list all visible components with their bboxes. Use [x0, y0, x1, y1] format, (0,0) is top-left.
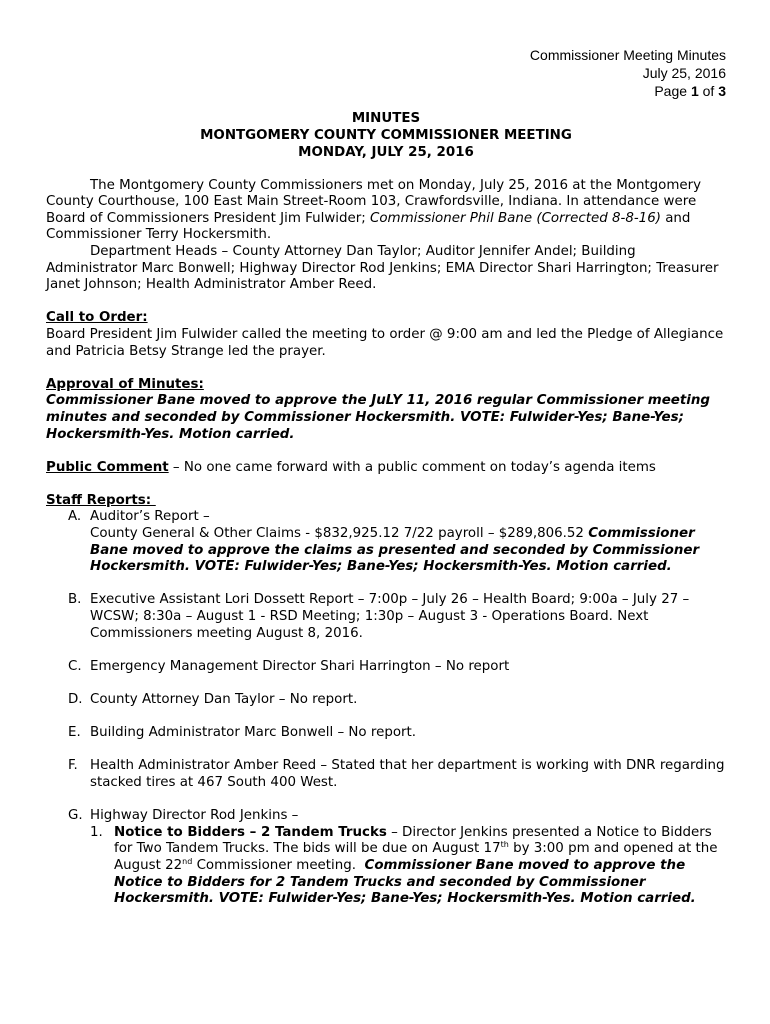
list-marker: F. [68, 758, 78, 774]
report-building-administrator: E. Building Administrator Marc Bonwell – No report. [68, 725, 417, 741]
report-executive-assistant: B. Executive Assistant Lori Dossett Report – 7:00p – July 26 – Health Board; 9:00a – July 27 – WCSW; 8:30a – August 1 - RSD Meeting; 1:30p – August 3 - Operations Board. Next Commissioners meeting August 8, 2016. [68, 592, 690, 641]
document-title [46, 110, 726, 161]
call-to-order-heading: Call to Order: [46, 310, 148, 326]
public-comment-paragraph: Public Comment – No one came forward with a public comment on today’s agenda items [46, 459, 656, 475]
title-line-2: MONTGOMERY COUNTY COMMISSIONER MEETING [200, 128, 572, 143]
list-marker: C. [68, 658, 82, 674]
report-ema: C. Emergency Management Director Shari Harrington – No report [68, 658, 510, 674]
document-page [46, 46, 726, 908]
list-marker: 1. [90, 824, 103, 840]
attendance-paragraph: The Montgomery County Commissioners met on Monday, July 25, 2016 at the Montgomery County Courthouse, 100 East Main Street-Room 103, Crawfordsville, Indiana. In attendance were Board of Commissioners President Jim Fulwider; Commissioner Phil Bane (Corrected 8-8-16) and Commissioner Terry Hockersmith. [46, 177, 702, 243]
call-to-order-text: Board President Jim Fulwider called the meeting to order @ 9:00 am and led the Pledge of Allegiance and Patricia Betsy Strange led the prayer. [46, 326, 724, 359]
highway-item-tandem-trucks: 1. Notice to Bidders – 2 Tandem Trucks – Director Jenkins presented a Notice to Bidders for Two Tandem Trucks. The bids will be due on August 17th by 3:00 pm and opened at the August 22nd Commissioner meeting. Commissioner Bane moved to approve the Notice to Bidders for 2 Tandem Trucks and seconded by Commissioner Hockersmith. VOTE: Fulwider-Yes; Bane-Yes; Hockersmith-Yes. Motion carried. [90, 824, 718, 907]
report-highway-director: G. Highway Director Rod Jenkins – 1. Notice to Bidders – 2 Tandem Trucks – Director Jenkins presented a Notice to Bidders for Two Tandem Trucks. The bids will be due on August 17th by 3:00 pm and opened at the August 22nd Commissioner meeting. Commissioner Bane moved to approve the Notice to Bidders for 2 Tandem Trucks and seconded by Commissioner Hockersmith. VOTE: Fulwider-Yes; Bane-Yes; Hockersmith-Yes. Motion carried. [46, 808, 726, 908]
list-marker: D. [68, 692, 83, 707]
running-header [46, 46, 726, 100]
title-line-1: MINUTES [351, 111, 421, 126]
department-heads-paragraph: Department Heads – County Attorney Dan Taylor; Auditor Jennifer Andel; Building Administrator Marc Bonwell; Highway Director Rod Jenkins; EMA Director Shari Harrington; Treasurer Janet Johnson; Health Administrator Amber Reed. [46, 243, 719, 293]
header-doc-title: Commissioner Meeting Minutes [529, 47, 726, 63]
approval-motion: Commissioner Bane moved to approve the JuLY 11, 2016 regular Commissioner meeting minutes and seconded by Commissioner Hockersmith. VOTE: Fulwider-Yes; Bane-Yes; Hockersmith-Yes. Motion carried. [46, 393, 710, 442]
header-page-number: Page 1 of 3 [654, 83, 726, 99]
list-marker: A. [68, 509, 82, 525]
approval-heading: Approval of Minutes: [46, 376, 204, 392]
list-marker: E. [68, 725, 81, 741]
list-marker: G. [68, 808, 83, 824]
report-county-attorney: D. County Attorney Dan Taylor – No report. [68, 692, 358, 707]
report-auditor: A. Auditor’s Report – County General & Other Claims - $832,925.12 7/22 payroll – $289,806.52 Commissioner Bane moved to approve the claims as presented and seconded by Commissioner Hockersmith. VOTE: Fulwider-Yes; Bane-Yes; Hockersmith-Yes. Motion carried. [68, 509, 700, 575]
staff-reports-list [46, 509, 726, 907]
report-health-administrator: F. Health Administrator Amber Reed – Stated that her department is working with DNR regarding stacked tires at 467 South 400 West. [68, 758, 725, 790]
highway-items-list [90, 825, 726, 908]
title-line-3: MONDAY, JULY 25, 2016 [298, 145, 474, 160]
list-marker: B. [68, 592, 82, 608]
header-date: July 25, 2016 [642, 65, 726, 81]
staff-reports-heading: Staff Reports: [46, 492, 156, 508]
public-comment-heading: Public Comment [46, 459, 169, 475]
